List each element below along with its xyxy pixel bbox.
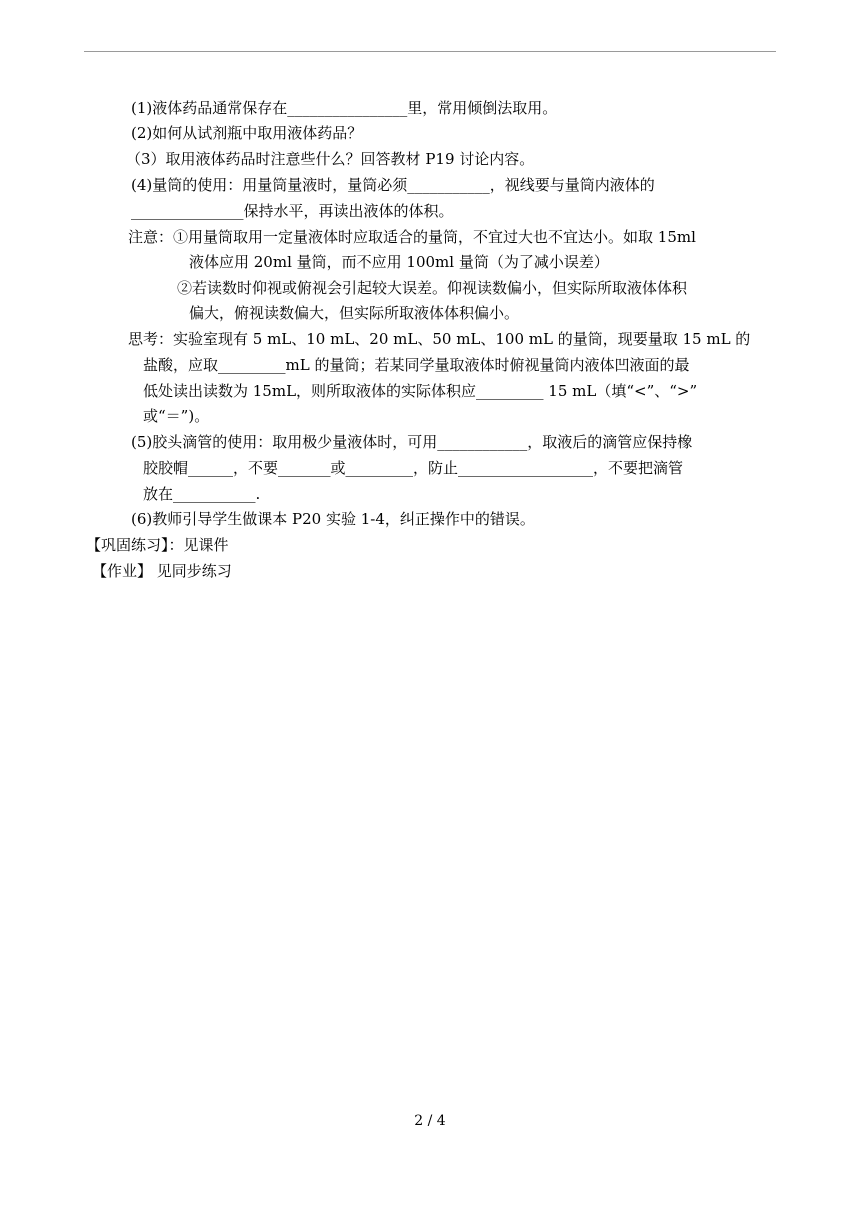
note-1: 注意：①用量筒取用一定量液体时应取适合的量筒，不宜过大也不宜达小。如取 15ml — [128, 228, 696, 246]
q5-continued: 胶胶帽______，不要_______或_________，防止__________________，不要把滴管 — [143, 459, 684, 477]
q4-continued: _______________保持水平，再读出液体的体积。 — [131, 202, 454, 220]
note-1-continued: 液体应用 20ml 量筒，而不应用 100ml 量筒（为了减小误差） — [189, 253, 609, 271]
q2-take-liquid: (2)如何从试剂瓶中取用液体药品？ — [131, 124, 363, 142]
q4-graduated-cylinder: (4)量筒的使用：用量筒量液时，量筒必须___________，视线要与量筒内液体的 — [131, 176, 655, 194]
think-question-line2: 盐酸，应取_________mL 的量筒；若某同学量取液体时俯视量筒内液体凹液面的最 — [143, 356, 690, 374]
think-question-line3: 低处读出读数为 15mL，则所取液体的实际体积应_________ 15 mL（填“<”、“>” — [143, 382, 698, 400]
q3-precautions: （3）取用液体药品时注意些什么？回答教材 P19 讨论内容。 — [126, 150, 535, 168]
note-2-continued: 偏大，俯视读数偏大，但实际所取液体体积偏小。 — [189, 304, 520, 322]
think-question: 思考：实验室现有 5 mL、10 mL、20 mL、50 mL、100 mL 的量筒，现要量取 15 mL 的 — [128, 330, 751, 348]
note-2: ②若读数时仰视或俯视会引起较大误差。仰视读数偏小，但实际所取液体体积 — [177, 279, 688, 297]
q5-continued-2: 放在___________. — [143, 485, 261, 503]
page-number: 2 / 4 — [414, 1113, 446, 1129]
q6-teacher-guidance: (6)教师引导学生做课本 P20 实验 1-4，纠正操作中的错误。 — [131, 510, 535, 528]
q5-dropper: (5)胶头滴管的使用：取用极少量液体时，可用____________，取液后的滴管应保持橡 — [131, 433, 693, 451]
think-question-line4: 或“＝”)。 — [143, 407, 210, 425]
homework-heading: 【作业】 见同步练习 — [92, 562, 232, 580]
header-rule — [84, 51, 776, 52]
practice-heading: 【巩固练习】：见课件 — [86, 536, 229, 554]
q1-liquid-storage: (1)液体药品通常保存在________________里，常用倾倒法取用。 — [131, 99, 558, 117]
